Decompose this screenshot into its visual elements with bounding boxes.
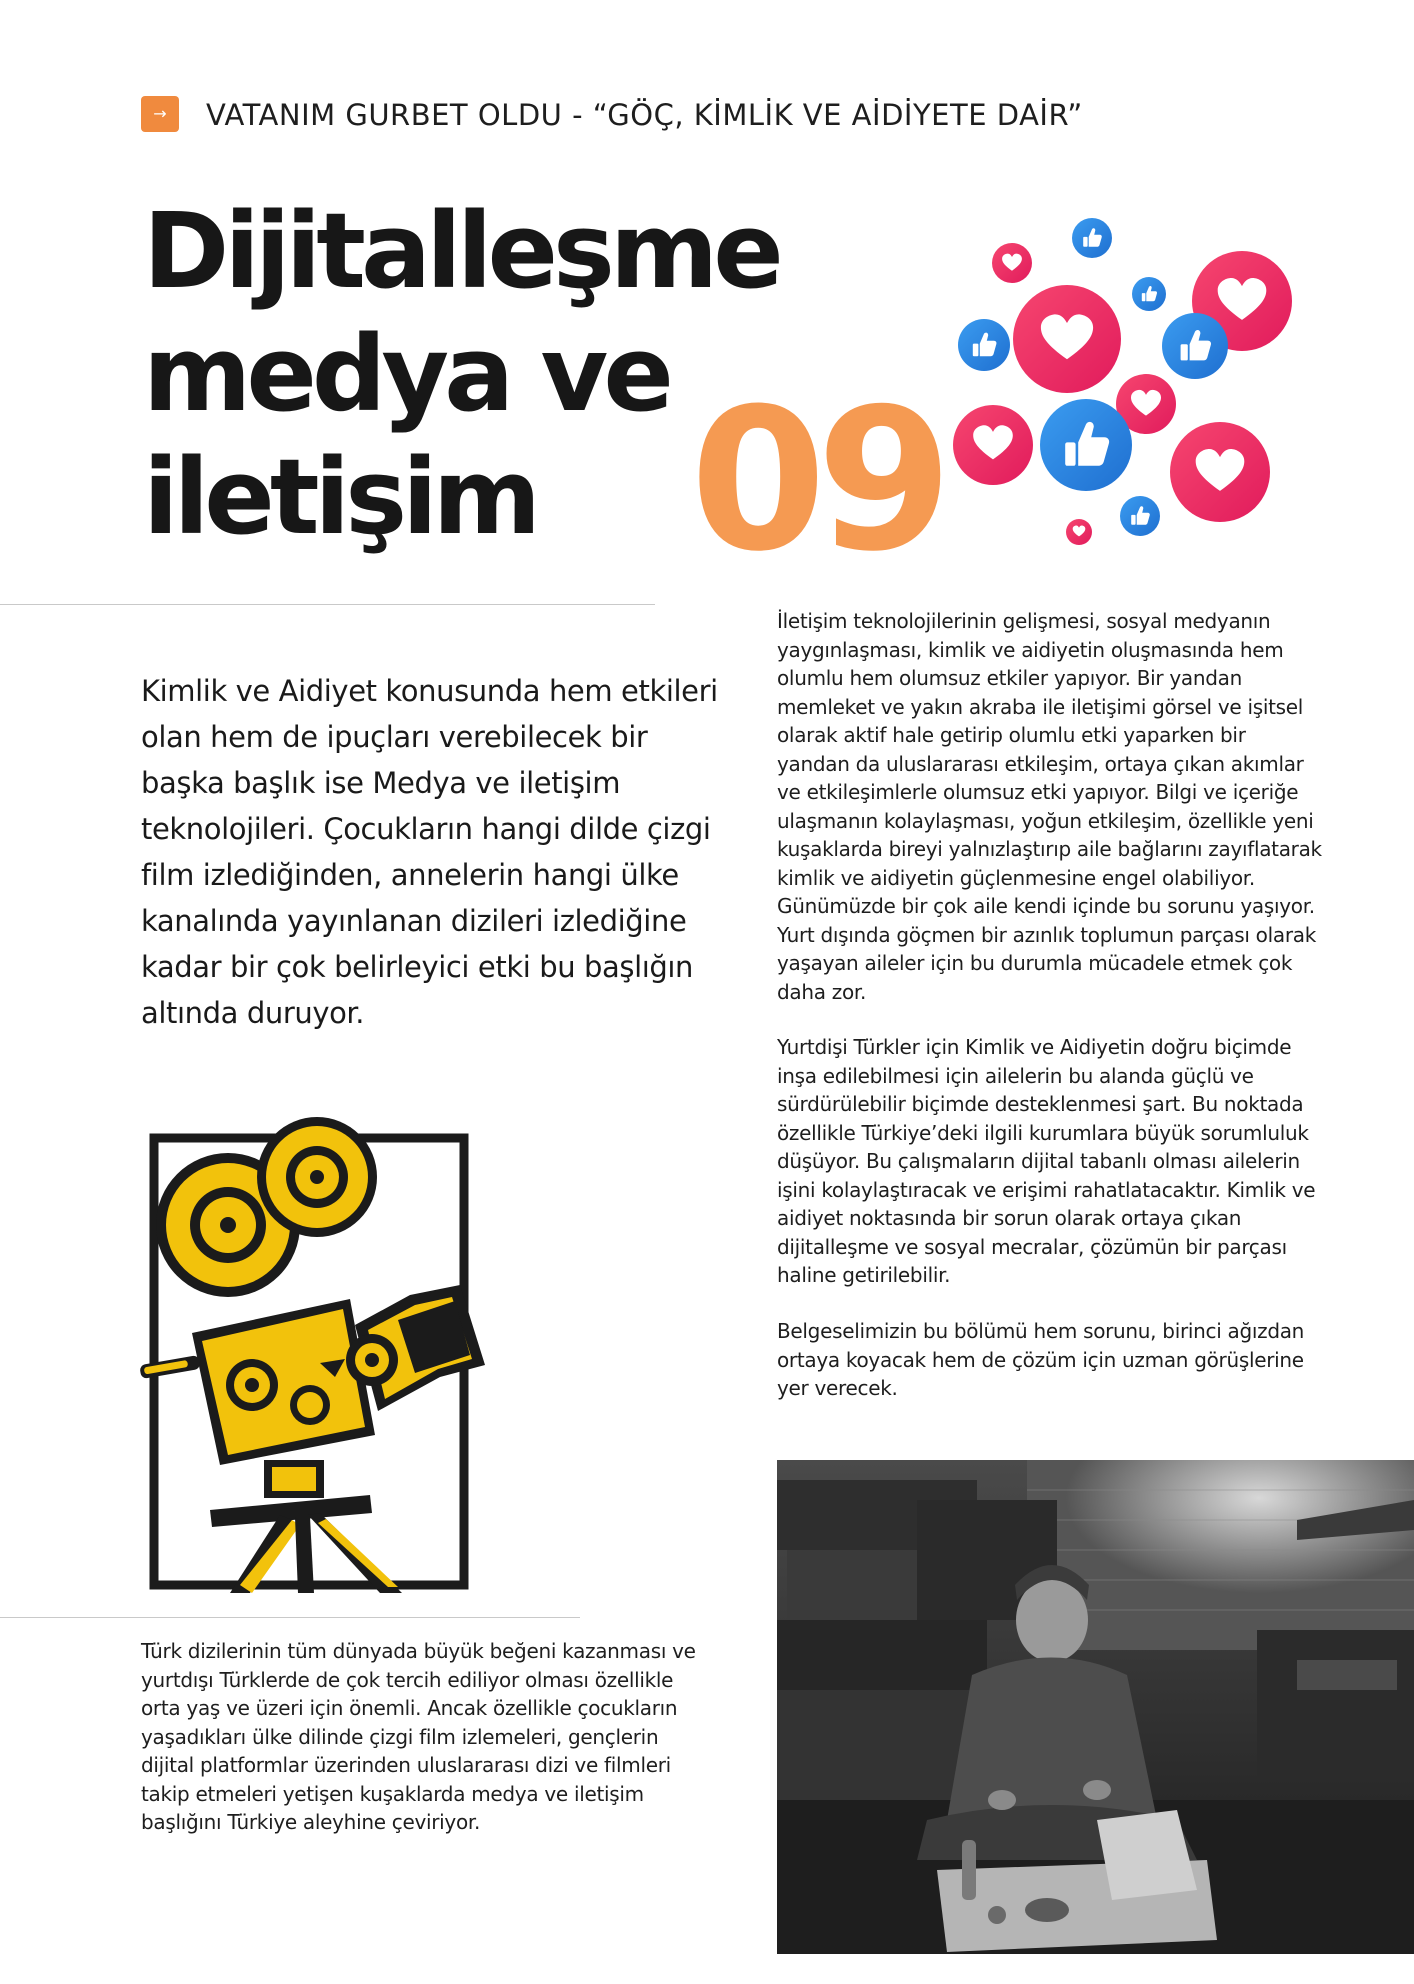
thumbs-up-icon: [1132, 277, 1166, 311]
thumbs-up-icon: [1120, 496, 1160, 536]
section-title: VATANIM GURBET OLDU - “GÖÇ, KİMLİK VE AİDİYETE DAİR”: [206, 98, 1083, 132]
divider: [0, 1617, 580, 1618]
page-title-line-3: iletişim: [143, 436, 537, 558]
page-title-line-2: medya ve: [143, 313, 669, 435]
factory-worker-photo: [777, 1460, 1414, 1954]
chapter-number: 09: [690, 367, 943, 595]
thumbs-up-icon: [1072, 218, 1112, 258]
heart-icon: [1170, 422, 1270, 522]
body-paragraph-4: Türk dizilerinin tüm dünyada büyük beğeni kazanması ve yurtdışı Türklerde de çok tercih ediliyor olması özellikle orta yaş ve üzeri için önemli. Ancak özellikle çocukların yaşadıkları ülke dilinde çizgi film izlemeleri, gençlerin dijital platformlar üzerinden uluslararası dizi ve filmleri takip etmeleri yetişen kuşaklarda medya ve iletişim başlığını Türkiye aleyhine çeviriyor.: [141, 1639, 696, 1834]
lead-paragraph: Kimlik ve Aidiyet konusunda hem etkileri olan hem de ipuçları verebilecek bir başka başlık ise Medya ve iletişim teknolojileri. Çocukların hangi dilde çizgi film izlediğinden, annelerin hangi ülke kanalında yayınlanan dizileri izlediğine kadar bir çok belirleyici etki bu başlığın altında duruyor.: [141, 674, 718, 1030]
body-paragraph-3: Belgeselimizin bu bölümü hem sorunu, birinci ağızdan ortaya koyacak hem de çözüm için uzman görüşlerine yer verecek.: [777, 1319, 1305, 1400]
thumbs-up-icon: [958, 319, 1010, 371]
social-reactions-illustration: [950, 200, 1300, 555]
body-paragraph-1: İletişim teknolojilerinin gelişmesi, sosyal medyanın yaygınlaşması, kimlik ve aidiyetin oluşmasında hem olumlu hem olumsuz etkiler yapıyor. Bir yandan memleket ve yakın akraba ile iletişimi görsel ve işitsel olarak aktif hale getirip olumlu etki yaparken bir yandan da uluslararası etkileşim, ortaya çıkan akımlar ve etkileşimlerle olumsuz etki yapıyor. Bilgi ve içeriğe ulaşmanın kolaylaşması, yoğun etkileşim, özellikle yeni kuşaklarda bireyi yalnızlaştırıp aile bağlarını zayıflatarak kimlik ve aidiyetin güçlenmesine engel olabiliyor. Günümüzde bir çok aile kendi içinde bu sorunu yaşıyor. Yurt dışında göçmen bir azınlık toplumun parçası olarak yaşayan aileler için bu durumla mücadele etmek çok daha zor.: [777, 609, 1322, 1004]
film-camera-icon: [140, 1115, 520, 1595]
heart-icon: [953, 405, 1033, 485]
heart-icon: [992, 243, 1032, 283]
page-title-line-1: Dijitalleşme: [143, 190, 779, 312]
arrow-right-icon: →: [141, 96, 179, 132]
heart-icon: [1013, 285, 1121, 393]
page-title: [143, 190, 783, 559]
heart-icon: [1066, 519, 1092, 545]
thumbs-up-icon: [1040, 399, 1132, 491]
divider: [0, 604, 655, 605]
thumbs-up-icon: [1162, 313, 1228, 379]
body-paragraph-2: Yurtdişi Türkler için Kimlik ve Aidiyetin doğru biçimde inşa edilebilmesi için ailelerin bu alanda güçlü ve sürdürülebilir biçimde desteklenmesi şart. Bu noktada özellikle Türkiye’deki ilgili kurumlara büyük sorumluluk düşüyor. Bu çalışmaların dijital tabanlı olması ailelerin işini kolaylaştıracak ve erişimi rahatlatacaktır. Kimlik ve aidiyet noktasında bir sorun olarak ortaya çıkan dijitalleşme ve sosyal mecralar, çözümün bir parçası haline getirilebilir.: [777, 1035, 1316, 1287]
